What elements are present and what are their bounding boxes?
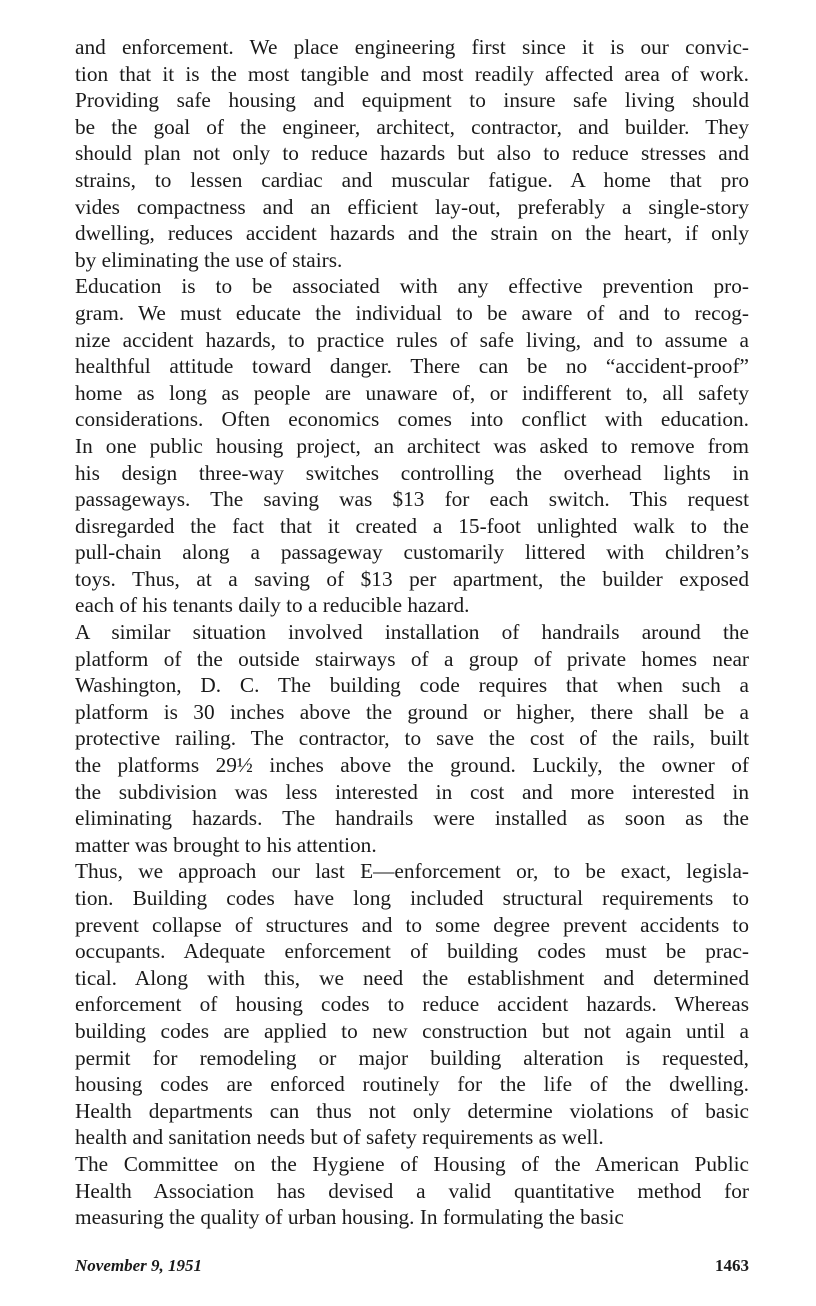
- text-line: building codes are applied to new construction but not again until a: [75, 1018, 749, 1043]
- text-line: his design three-way switches controlling the overhead lights in: [75, 460, 749, 485]
- text-line: housing codes are enforced routinely for the life of the dwelling.: [75, 1072, 749, 1097]
- text-line: The Committee on the Hygiene of Housing of the American Public: [75, 1151, 749, 1176]
- text-line: platform is 30 inches above the ground or higher, there shall be a: [75, 699, 749, 724]
- text-line: strains, to lessen cardiac and muscular fatigue. A home that pro: [75, 167, 749, 192]
- text-line: matter was brought to his attention.: [75, 832, 377, 857]
- paragraph: [75, 858, 749, 1151]
- text-line: healthful attitude toward danger. There can be no “accident-proof”: [75, 354, 749, 379]
- text-line: Washington, D. C. The building code requires that when such a: [75, 673, 749, 698]
- text-line: health and sanitation needs but of safety requirements as well.: [75, 1125, 604, 1150]
- text-line: Thus, we approach our last E—enforcement or, to be exact, legisla-: [75, 859, 749, 884]
- text-line: permit for remodeling or major building alteration is requested,: [75, 1045, 749, 1070]
- issue-date: November 9, 1951: [75, 1256, 203, 1275]
- page-footer: [75, 1254, 749, 1278]
- text-line: enforcement of housing codes to reduce accident hazards. Whereas: [75, 992, 749, 1017]
- text-line: Health departments can thus not only determine violations of basic: [75, 1098, 749, 1123]
- text-line: pull-chain along a passageway customarily littered with children’s: [75, 540, 749, 565]
- text-line: occupants. Adequate enforcement of building codes must be prac-: [75, 939, 749, 964]
- paragraph: [75, 34, 749, 273]
- text-line: protective railing. The contractor, to save the cost of the rails, built: [75, 726, 749, 751]
- text-line: measuring the quality of urban housing. In formulating the basic: [75, 1205, 624, 1230]
- text-line: A similar situation involved installation of handrails around the: [75, 620, 749, 645]
- text-line: the platforms 29½ inches above the ground. Luckily, the owner of: [75, 753, 749, 778]
- paragraph: [75, 619, 749, 858]
- text-line: eliminating hazards. The handrails were installed as soon as the: [75, 806, 749, 831]
- text-line: disregarded the fact that it created a 15-foot unlighted walk to the: [75, 513, 749, 538]
- body-text: [75, 34, 749, 1231]
- text-line: home as long as people are unaware of, or indifferent to, all safety: [75, 380, 749, 405]
- page-number: 1463: [715, 1256, 749, 1275]
- text-line: and enforcement. We place engineering first since it is our convic-: [75, 35, 749, 59]
- text-line: be the goal of the engineer, architect, contractor, and builder. They: [75, 114, 749, 139]
- text-line: Health Association has devised a valid quantitative method for: [75, 1178, 749, 1203]
- text-line: tion that it is the most tangible and most readily affected area of work.: [75, 61, 749, 86]
- text-line: Providing safe housing and equipment to insure safe living should: [75, 88, 749, 113]
- text-line: nize accident hazards, to practice rules of safe living, and to assume a: [75, 327, 749, 352]
- text-line: the subdivision was less interested in cost and more interested in: [75, 779, 749, 804]
- text-line: passageways. The saving was $13 for each switch. This request: [75, 487, 749, 512]
- text-line: each of his tenants daily to a reducible hazard.: [75, 593, 470, 618]
- text-line: prevent collapse of structures and to some degree prevent accidents to: [75, 912, 749, 937]
- text-line: vides compactness and an efficient lay-out, preferably a single-story: [75, 194, 749, 219]
- paragraph: [75, 273, 749, 619]
- text-line: platform of the outside stairways of a group of private homes near: [75, 646, 749, 671]
- text-line: gram. We must educate the individual to be aware of and to recog-: [75, 300, 749, 325]
- text-line: dwelling, reduces accident hazards and the strain on the heart, if only: [75, 221, 749, 246]
- text-line: tical. Along with this, we need the establishment and determined: [75, 965, 749, 990]
- text-line: by eliminating the use of stairs.: [75, 247, 343, 272]
- text-line: Education is to be associated with any effective prevention pro-: [75, 274, 749, 299]
- paragraph: [75, 1151, 749, 1231]
- text-line: toys. Thus, at a saving of $13 per apartment, the builder exposed: [75, 566, 749, 591]
- text-line: should plan not only to reduce hazards but also to reduce stresses and: [75, 141, 749, 166]
- text-line: tion. Building codes have long included structural requirements to: [75, 886, 749, 910]
- text-line: In one public housing project, an architect was asked to remove from: [75, 433, 749, 458]
- text-line: considerations. Often economics comes into conflict with education.: [75, 407, 749, 432]
